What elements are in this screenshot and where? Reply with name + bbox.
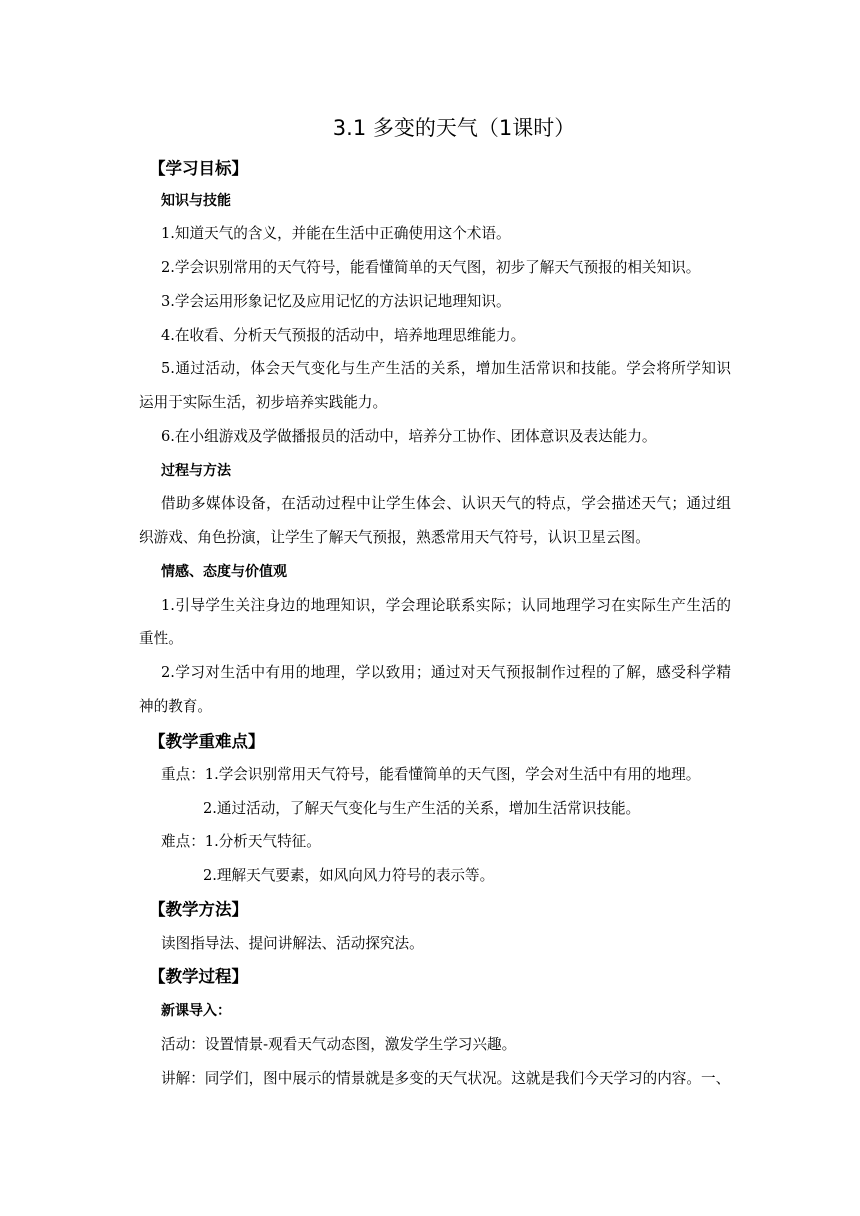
emotion-line: 重性。 [139, 630, 183, 647]
section-heading-key-points: 【教学重难点】 [149, 732, 265, 751]
subheading-intro: 新课导入： [161, 1003, 231, 1019]
methods-text: 读图指导法、提问讲解法、活动探究法。 [161, 935, 424, 952]
process-line: 织游戏、角色扮演，让学生了解天气预报，熟悉常用天气符号，认识卫星云图。 [139, 529, 650, 546]
process-line: 借助多媒体设备，在活动过程中让学生体会、认识天气的特点，学会描述天气；通过组 [161, 495, 731, 512]
knowledge-item: 3.学会运用形象记忆及应用记忆的方法识记地理知识。 [161, 293, 511, 310]
key-point-line: 重点：1.学会识别常用天气符号，能看懂简单的天气图，学会对生活中有用的地理。 [161, 766, 701, 783]
emotion-line: 1.引导学生关注身边的地理知识，学会理论联系实际；认同地理学习在实际生产生活的 [161, 597, 731, 614]
section-heading-process: 【教学过程】 [149, 967, 248, 986]
key-point-line: 2.理解天气要素，如风向风力符号的表示等。 [203, 867, 495, 884]
key-point-line: 2.通过活动，了解天气变化与生产生活的关系，增加生活常识技能。 [203, 800, 641, 817]
subheading-emotion: 情感、态度与价值观 [161, 564, 287, 580]
emotion-line: 神的教育。 [139, 698, 212, 715]
section-heading-objectives: 【学习目标】 [149, 159, 248, 178]
knowledge-item: 6.在小组游戏及学做播报员的活动中，培养分工协作、团体意识及表达能力。 [161, 428, 657, 445]
section-heading-methods: 【教学方法】 [149, 900, 248, 919]
knowledge-item: 2.学会识别常用的天气符号，能看懂简单的天气图，初步了解天气预报的相关知识。 [161, 259, 701, 276]
knowledge-item: 1.知道天气的含义，并能在生活中正确使用这个术语。 [161, 225, 511, 242]
knowledge-item: 5.通过活动，体会天气变化与生产生活的关系，增加生活常识和技能。学会将所学知识 [161, 360, 731, 377]
subheading-process: 过程与方法 [161, 463, 231, 479]
key-point-line: 难点：1.分析天气特征。 [161, 833, 321, 850]
knowledge-item-continuation: 运用于实际生活，初步培养实践能力。 [139, 394, 388, 411]
intro-line: 讲解：同学们，图中展示的情景就是多变的天气状况。这就是我们今天学习的内容。一、 [161, 1070, 731, 1087]
emotion-line: 2.学习对生活中有用的地理，学以致用；通过对天气预报制作过程的了解，感受科学精 [161, 664, 731, 681]
document-title: 3.1 多变的天气（1课时） [332, 116, 576, 140]
knowledge-item: 4.在收看、分析天气预报的活动中，培养地理思维能力。 [161, 327, 526, 344]
intro-line: 活动：设置情景-观看天气动态图，激发学生学习兴趣。 [161, 1036, 517, 1053]
subheading-knowledge: 知识与技能 [161, 193, 231, 209]
